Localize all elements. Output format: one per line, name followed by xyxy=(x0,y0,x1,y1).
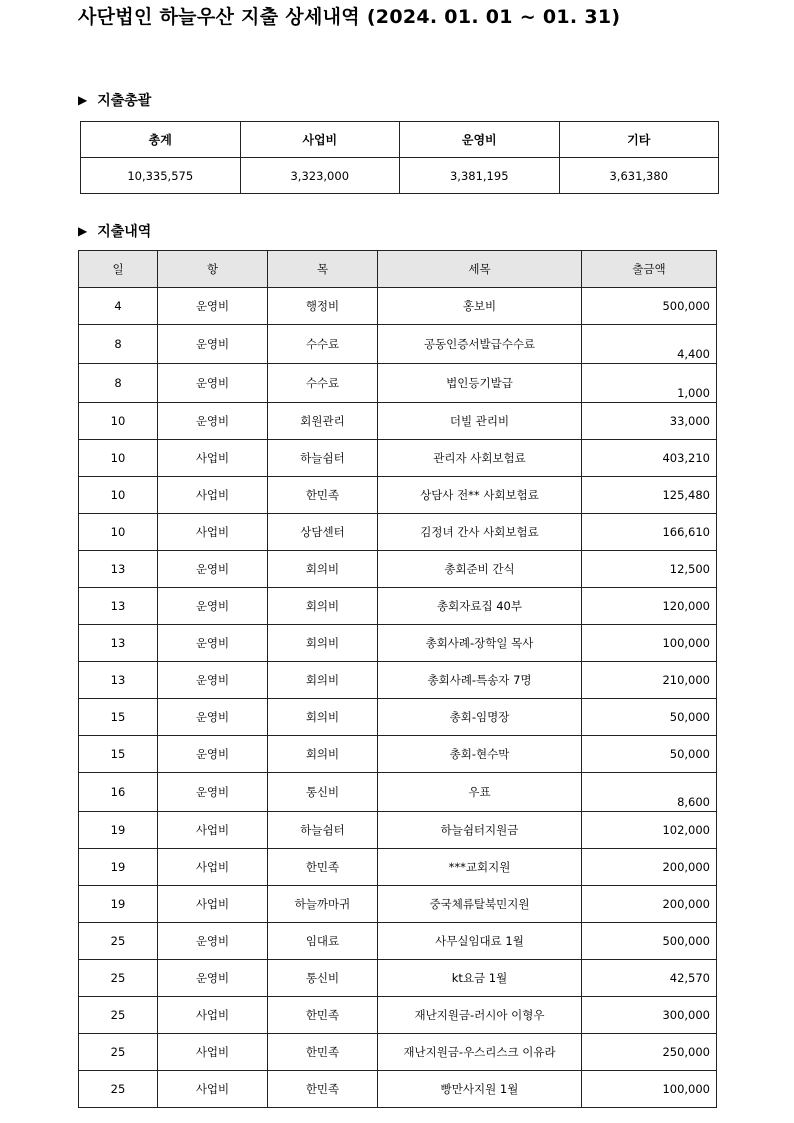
day-cell: 19 xyxy=(79,812,158,849)
detail-cell: 총회준비 간식 xyxy=(378,551,582,588)
category-cell: 운영비 xyxy=(158,288,268,325)
page-title: 사단법인 하늘우산 지출 상세내역 (2024. 01. 01 ~ 01. 31) xyxy=(78,6,621,28)
table-row xyxy=(79,960,717,997)
summary-heading xyxy=(78,90,151,110)
summary-header-total: 총계 xyxy=(81,122,241,158)
detail-cell: 빵만사지원 1월 xyxy=(378,1071,582,1108)
detail-cell: 총회-현수막 xyxy=(378,736,582,773)
detail-cell: 총회-임명장 xyxy=(378,699,582,736)
header-category: 항 xyxy=(158,251,268,288)
details-heading-label: 지출내역 xyxy=(97,224,152,240)
amount-cell: 210,000 xyxy=(582,662,717,699)
amount-cell: 500,000 xyxy=(582,288,717,325)
item-cell: 한민족 xyxy=(268,477,378,514)
category-cell: 사업비 xyxy=(158,886,268,923)
category-cell: 운영비 xyxy=(158,773,268,812)
day-cell: 15 xyxy=(79,736,158,773)
summary-value-total: 10,335,575 xyxy=(81,158,241,194)
table-row xyxy=(79,1071,717,1108)
table-row xyxy=(79,886,717,923)
table-row xyxy=(79,662,717,699)
item-cell: 행정비 xyxy=(268,288,378,325)
summary-heading-label: 지출총괄 xyxy=(97,93,152,109)
table-row xyxy=(79,849,717,886)
summary-value-business: 3,323,000 xyxy=(240,158,400,194)
table-row xyxy=(79,325,717,364)
details-heading xyxy=(78,221,151,241)
table-row xyxy=(79,551,717,588)
detail-cell: 김정녀 간사 사회보험료 xyxy=(378,514,582,551)
item-cell: 통신비 xyxy=(268,960,378,997)
item-cell: 상담센터 xyxy=(268,514,378,551)
item-cell: 회의비 xyxy=(268,625,378,662)
item-cell: 하늘쉼터 xyxy=(268,440,378,477)
category-cell: 운영비 xyxy=(158,625,268,662)
summary-header-other: 기타 xyxy=(559,122,719,158)
day-cell: 13 xyxy=(79,551,158,588)
amount-cell: 42,570 xyxy=(582,960,717,997)
table-row xyxy=(79,1034,717,1071)
header-day: 일 xyxy=(79,251,158,288)
detail-cell: 법인등기발급 xyxy=(378,364,582,403)
detail-cell: kt요금 1월 xyxy=(378,960,582,997)
amount-cell: 50,000 xyxy=(582,699,717,736)
table-row xyxy=(79,997,717,1034)
table-row xyxy=(79,364,717,403)
category-cell: 운영비 xyxy=(158,662,268,699)
item-cell: 회의비 xyxy=(268,588,378,625)
amount-cell: 1,000 xyxy=(582,364,717,403)
day-cell: 13 xyxy=(79,588,158,625)
header-amount: 출금액 xyxy=(582,251,717,288)
day-cell: 25 xyxy=(79,997,158,1034)
item-cell: 회의비 xyxy=(268,736,378,773)
amount-cell: 200,000 xyxy=(582,886,717,923)
day-cell: 15 xyxy=(79,699,158,736)
amount-cell: 33,000 xyxy=(582,403,717,440)
category-cell: 운영비 xyxy=(158,923,268,960)
summary-value-row xyxy=(81,158,719,194)
amount-cell: 403,210 xyxy=(582,440,717,477)
day-cell: 25 xyxy=(79,1034,158,1071)
detail-cell: 공동인증서발급수수료 xyxy=(378,325,582,364)
category-cell: 운영비 xyxy=(158,403,268,440)
amount-cell: 8,600 xyxy=(582,773,717,812)
category-cell: 운영비 xyxy=(158,699,268,736)
category-cell: 사업비 xyxy=(158,477,268,514)
detail-cell: ***교회지원 xyxy=(378,849,582,886)
table-row xyxy=(79,625,717,662)
detail-cell: 더빌 관리비 xyxy=(378,403,582,440)
amount-cell: 100,000 xyxy=(582,1071,717,1108)
day-cell: 10 xyxy=(79,403,158,440)
category-cell: 사업비 xyxy=(158,1034,268,1071)
amount-cell: 200,000 xyxy=(582,849,717,886)
day-cell: 8 xyxy=(79,364,158,403)
category-cell: 운영비 xyxy=(158,736,268,773)
item-cell: 회의비 xyxy=(268,699,378,736)
day-cell: 19 xyxy=(79,886,158,923)
amount-cell: 250,000 xyxy=(582,1034,717,1071)
summary-header-operating: 운영비 xyxy=(400,122,560,158)
table-row xyxy=(79,773,717,812)
item-cell: 한민족 xyxy=(268,1034,378,1071)
detail-cell: 사무실임대료 1월 xyxy=(378,923,582,960)
detail-cell: 총회자료집 40부 xyxy=(378,588,582,625)
summary-table xyxy=(80,121,719,194)
category-cell: 사업비 xyxy=(158,849,268,886)
table-row xyxy=(79,588,717,625)
day-cell: 25 xyxy=(79,1071,158,1108)
detail-cell: 중국체류탈북민지원 xyxy=(378,886,582,923)
category-cell: 사업비 xyxy=(158,997,268,1034)
category-cell: 운영비 xyxy=(158,588,268,625)
detail-cell: 하늘쉼터지원금 xyxy=(378,812,582,849)
amount-cell: 50,000 xyxy=(582,736,717,773)
summary-value-operating: 3,381,195 xyxy=(400,158,560,194)
detail-cell: 재난지원금-러시아 이형우 xyxy=(378,997,582,1034)
item-cell: 임대료 xyxy=(268,923,378,960)
category-cell: 운영비 xyxy=(158,960,268,997)
amount-cell: 102,000 xyxy=(582,812,717,849)
item-cell: 한민족 xyxy=(268,849,378,886)
item-cell: 하늘쉼터 xyxy=(268,812,378,849)
header-item: 목 xyxy=(268,251,378,288)
table-row xyxy=(79,699,717,736)
amount-cell: 4,400 xyxy=(582,325,717,364)
category-cell: 사업비 xyxy=(158,514,268,551)
table-row xyxy=(79,403,717,440)
day-cell: 10 xyxy=(79,477,158,514)
summary-header-row xyxy=(81,122,719,158)
triangle-right-icon: ▶ xyxy=(78,224,88,238)
detail-cell: 상담사 전** 사회보험료 xyxy=(378,477,582,514)
category-cell: 운영비 xyxy=(158,364,268,403)
table-row xyxy=(79,923,717,960)
detail-cell: 총회사례-특송자 7명 xyxy=(378,662,582,699)
day-cell: 10 xyxy=(79,514,158,551)
day-cell: 16 xyxy=(79,773,158,812)
item-cell: 한민족 xyxy=(268,997,378,1034)
category-cell: 운영비 xyxy=(158,551,268,588)
amount-cell: 120,000 xyxy=(582,588,717,625)
item-cell: 회의비 xyxy=(268,551,378,588)
details-header-row xyxy=(79,251,717,288)
amount-cell: 300,000 xyxy=(582,997,717,1034)
detail-cell: 재난지원금-우스리스크 이유라 xyxy=(378,1034,582,1071)
table-row xyxy=(79,812,717,849)
table-row xyxy=(79,440,717,477)
day-cell: 13 xyxy=(79,662,158,699)
detail-cell: 총회사례-장학일 목사 xyxy=(378,625,582,662)
detail-cell: 홍보비 xyxy=(378,288,582,325)
amount-cell: 125,480 xyxy=(582,477,717,514)
day-cell: 8 xyxy=(79,325,158,364)
table-row xyxy=(79,736,717,773)
item-cell: 수수료 xyxy=(268,364,378,403)
table-row xyxy=(79,288,717,325)
summary-header-business: 사업비 xyxy=(240,122,400,158)
detail-cell: 우표 xyxy=(378,773,582,812)
day-cell: 13 xyxy=(79,625,158,662)
day-cell: 10 xyxy=(79,440,158,477)
day-cell: 25 xyxy=(79,960,158,997)
category-cell: 운영비 xyxy=(158,325,268,364)
triangle-right-icon: ▶ xyxy=(78,93,88,107)
item-cell: 하늘까마귀 xyxy=(268,886,378,923)
category-cell: 사업비 xyxy=(158,1071,268,1108)
item-cell: 수수료 xyxy=(268,325,378,364)
item-cell: 회의비 xyxy=(268,662,378,699)
item-cell: 통신비 xyxy=(268,773,378,812)
details-table xyxy=(78,250,717,1108)
item-cell: 회원관리 xyxy=(268,403,378,440)
header-detail: 세목 xyxy=(378,251,582,288)
day-cell: 4 xyxy=(79,288,158,325)
summary-value-other: 3,631,380 xyxy=(559,158,719,194)
table-row xyxy=(79,477,717,514)
amount-cell: 100,000 xyxy=(582,625,717,662)
category-cell: 사업비 xyxy=(158,440,268,477)
amount-cell: 166,610 xyxy=(582,514,717,551)
day-cell: 19 xyxy=(79,849,158,886)
category-cell: 사업비 xyxy=(158,812,268,849)
amount-cell: 12,500 xyxy=(582,551,717,588)
table-row xyxy=(79,514,717,551)
amount-cell: 500,000 xyxy=(582,923,717,960)
item-cell: 한민족 xyxy=(268,1071,378,1108)
detail-cell: 관리자 사회보험료 xyxy=(378,440,582,477)
day-cell: 25 xyxy=(79,923,158,960)
